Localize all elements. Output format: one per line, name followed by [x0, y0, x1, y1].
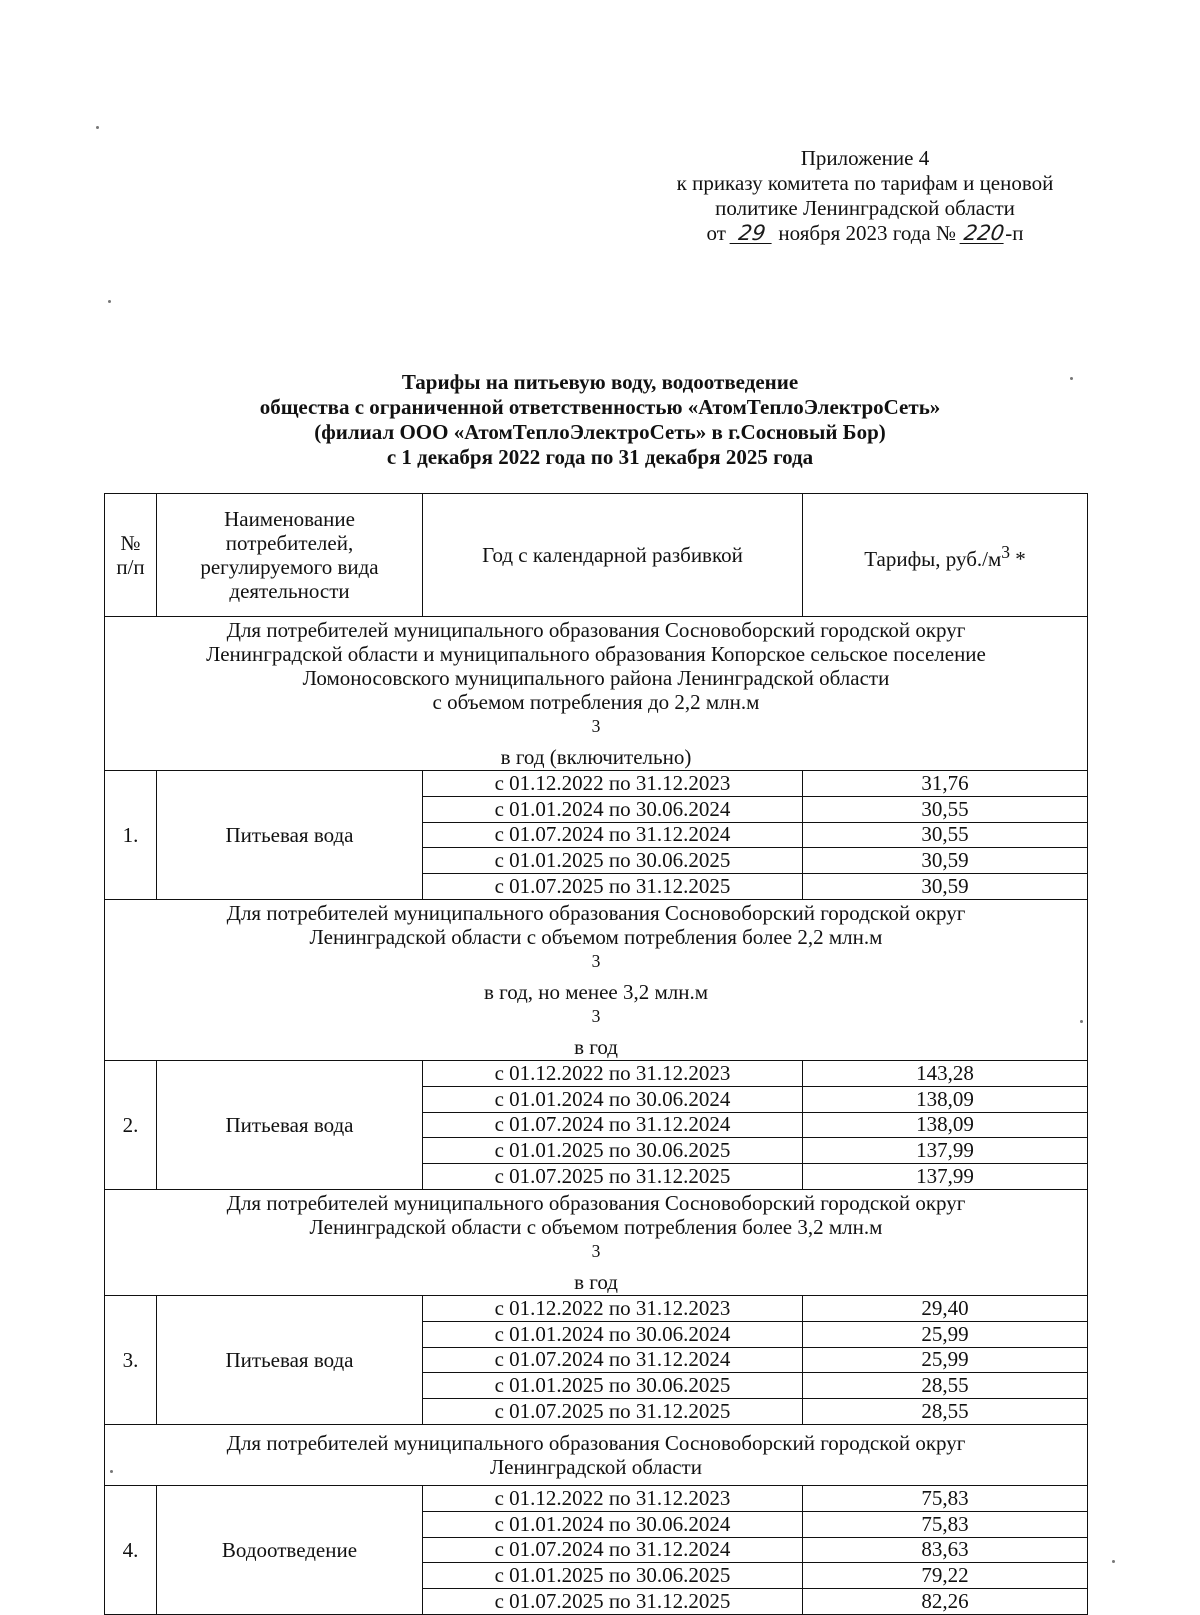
scan-speck [1112, 1560, 1115, 1563]
tariff-table [104, 493, 1088, 1615]
appendix-committee: политике Ленинградской области [715, 196, 1015, 220]
consumer-name: Питьевая вода [157, 1295, 423, 1424]
tariff-value: 28,55 [803, 1373, 1088, 1399]
tariff-value: 79,22 [803, 1563, 1088, 1589]
consumer-name: Питьевая вода [157, 771, 423, 900]
tariff-value: 143,28 [803, 1060, 1088, 1086]
tariff-value: 31,76 [803, 771, 1088, 797]
period-cell: с 01.12.2022 по 31.12.2023 [423, 1485, 803, 1511]
table-row [105, 1295, 1088, 1321]
tariff-value: 30,55 [803, 796, 1088, 822]
tariff-value: 138,09 [803, 1086, 1088, 1112]
tariff-value: 28,55 [803, 1399, 1088, 1425]
period-cell: с 01.12.2022 по 31.12.2023 [423, 1060, 803, 1086]
group-heading-3: Для потребителей муниципального образования Сосновоборский городской округ Ленинградской области с объемом потребления более 3,2 млн.м $^3$ в год [105, 1189, 1088, 1295]
tariff-value: 82,26 [803, 1589, 1088, 1615]
table-header-row [105, 494, 1088, 617]
title-line-2: общества с ограниченной ответственностью «АтомТеплоЭлектроСеть» [259, 395, 941, 419]
period-cell: с 01.01.2025 по 30.06.2025 [423, 1373, 803, 1399]
header-consumer-name: Наименование потребителей, регулируемого вида деятельности [157, 494, 423, 617]
period-cell: с 01.01.2024 по 30.06.2024 [423, 1321, 803, 1347]
tariff-value: 30,55 [803, 822, 1088, 848]
period-cell: с 01.01.2024 по 30.06.2024 [423, 796, 803, 822]
table-row [105, 1485, 1088, 1511]
period-cell: с 01.12.2022 по 31.12.2023 [423, 771, 803, 797]
tariff-value: 25,99 [803, 1321, 1088, 1347]
group-heading-2: Для потребителей муниципального образования Сосновоборский городской округ Ленинградской области с объемом потребления более 2,2 млн.м $^3$ в год, но менее 3,2 млн.м $^3$ в год [105, 899, 1088, 1060]
scan-speck [96, 126, 99, 129]
period-cell: с 01.01.2025 по 30.06.2025 [423, 1563, 803, 1589]
tariff-value: 137,99 [803, 1138, 1088, 1164]
title-line-3: (филиал ООО «АтомТеплоЭлектроСеть» в г.Сосновый Бор) [314, 420, 886, 444]
row-number: 2. [105, 1060, 157, 1189]
tariff-value: 25,99 [803, 1347, 1088, 1373]
appendix-number: Приложение 4 [800, 146, 930, 170]
row-number: 1. [105, 771, 157, 900]
appendix-order-ref: к приказу комитета по тарифам и ценовой [676, 171, 1054, 195]
tariff-value: 83,63 [803, 1537, 1088, 1563]
group-heading-4: Для потребителей муниципального образования Сосновоборский городской округ Ленинградской области [105, 1424, 1088, 1485]
table-row [105, 1060, 1088, 1086]
header-period: Год с календарной разбивкой [423, 494, 803, 617]
header-tariff: Тарифы, $руб./м^3$ * [803, 494, 1088, 617]
appendix-header [600, 146, 1130, 246]
appendix-date-line [600, 221, 1130, 246]
tariff-value: 29,40 [803, 1295, 1088, 1321]
title-line-1: Тарифы на питьевую воду, водоотведение [401, 370, 799, 394]
period-cell: с 01.01.2025 по 30.06.2025 [423, 848, 803, 874]
document-title [120, 370, 1080, 470]
group-heading-row [105, 1424, 1088, 1485]
consumer-name: Питьевая вода [157, 1060, 423, 1189]
table-row [105, 771, 1088, 797]
period-cell: с 01.12.2022 по 31.12.2023 [423, 1295, 803, 1321]
scan-speck [108, 300, 111, 303]
header-number: № п/п [105, 494, 157, 617]
title-line-4: с 1 декабря 2022 года по 31 декабря 2025 года [386, 445, 814, 469]
tariff-value: 138,09 [803, 1112, 1088, 1138]
tariff-value: 137,99 [803, 1164, 1088, 1190]
period-cell: с 01.07.2024 по 31.12.2024 [423, 1537, 803, 1563]
tariff-value: 30,59 [803, 874, 1088, 900]
period-cell: с 01.07.2025 по 31.12.2025 [423, 1589, 803, 1615]
date-rest: ноября 2023 года № [778, 221, 957, 245]
row-number: 4. [105, 1485, 157, 1614]
period-cell: с 01.07.2024 по 31.12.2024 [423, 822, 803, 848]
period-cell: с 01.07.2025 по 31.12.2025 [423, 1399, 803, 1425]
group-heading-1: Для потребителей муниципального образования Сосновоборский городской округ Ленинградской области и муниципального образования Копорское сельское поселение Ломоносовского муниципального района Ленинградской области с объемом потребления до 2,2 млн.м $^3$ в год (включительно) [105, 617, 1088, 771]
period-cell: с 01.07.2025 по 31.12.2025 [423, 1164, 803, 1190]
tariff-value: 75,83 [803, 1511, 1088, 1537]
period-cell: с 01.07.2024 по 31.12.2024 [423, 1347, 803, 1373]
tariff-value: 75,83 [803, 1485, 1088, 1511]
handwritten-order-number: 220 [960, 223, 1007, 244]
tariff-value: 30,59 [803, 848, 1088, 874]
order-suffix: -п [1005, 221, 1024, 245]
period-cell: с 01.07.2025 по 31.12.2025 [423, 874, 803, 900]
period-cell: с 01.07.2024 по 31.12.2024 [423, 1112, 803, 1138]
period-cell: с 01.01.2024 по 30.06.2024 [423, 1511, 803, 1537]
period-cell: с 01.01.2024 по 30.06.2024 [423, 1086, 803, 1112]
group-heading-row [105, 899, 1088, 1060]
handwritten-day: 29 [730, 223, 775, 244]
period-cell: с 01.01.2025 по 30.06.2025 [423, 1138, 803, 1164]
group-heading-row [105, 1189, 1088, 1295]
date-prefix: от [706, 221, 726, 245]
consumer-name: Водоотведение [157, 1485, 423, 1614]
group-heading-row [105, 617, 1088, 771]
row-number: 3. [105, 1295, 157, 1424]
